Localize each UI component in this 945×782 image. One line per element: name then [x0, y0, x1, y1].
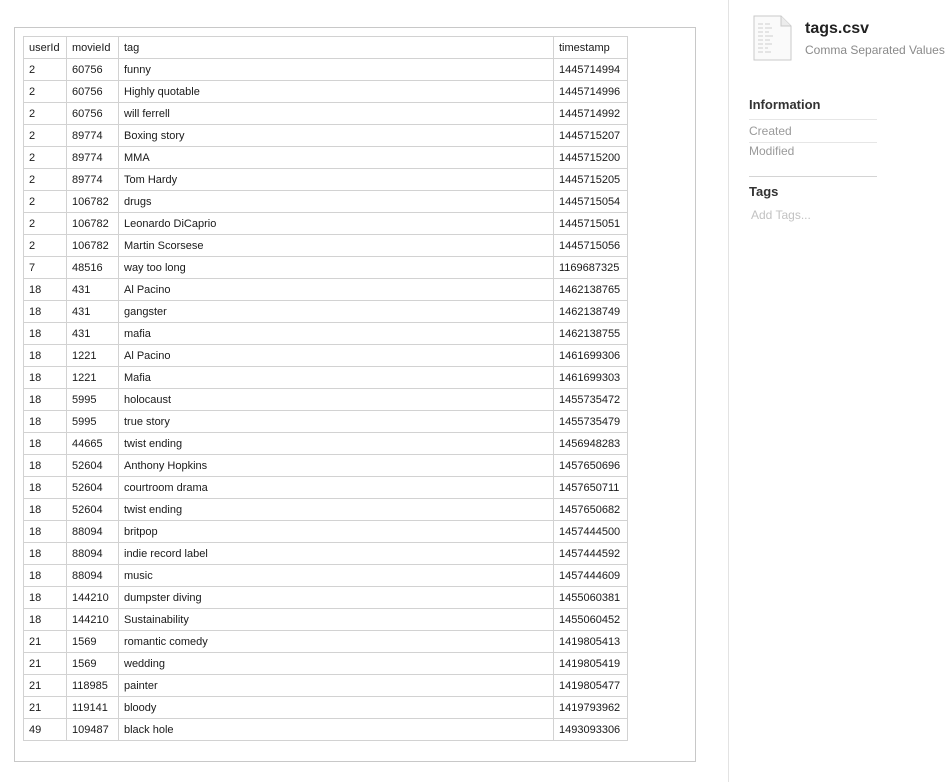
userid-cell: 7	[24, 257, 67, 279]
table-row	[24, 279, 628, 301]
table-row	[24, 257, 628, 279]
timestamp-cell: 1461699303	[554, 367, 628, 389]
tag-cell: twist ending	[119, 499, 554, 521]
timestamp-cell: 1445715054	[554, 191, 628, 213]
userid-cell: 2	[24, 59, 67, 81]
tag-cell: black hole	[119, 719, 554, 741]
table-row	[24, 653, 628, 675]
table-row	[24, 719, 628, 741]
userid-cell: 2	[24, 147, 67, 169]
movieid-cell: 88094	[67, 543, 119, 565]
movieid-cell: 119141	[67, 697, 119, 719]
userid-cell: 18	[24, 433, 67, 455]
movieid-cell: 5995	[67, 411, 119, 433]
tag-cell: twist ending	[119, 433, 554, 455]
csv-table	[23, 36, 628, 741]
timestamp-cell: 1419805477	[554, 675, 628, 697]
movieid-cell: 1569	[67, 631, 119, 653]
movieid-cell: 52604	[67, 499, 119, 521]
table-row	[24, 191, 628, 213]
userid-cell: 18	[24, 455, 67, 477]
table-row	[24, 543, 628, 565]
csv-preview-pane[interactable]	[14, 27, 696, 762]
tag-cell: gangster	[119, 301, 554, 323]
timestamp-cell: 1445714992	[554, 103, 628, 125]
userid-cell: 21	[24, 631, 67, 653]
tag-cell: MMA	[119, 147, 554, 169]
file-name: tags.csv	[805, 20, 870, 37]
userid-cell: 18	[24, 565, 67, 587]
timestamp-cell: 1445714994	[554, 59, 628, 81]
tag-cell: Al Pacino	[119, 345, 554, 367]
movieid-cell: 88094	[67, 565, 119, 587]
table-row	[24, 609, 628, 631]
table-row	[24, 81, 628, 103]
table-row	[24, 147, 628, 169]
tag-cell: Highly quotable	[119, 81, 554, 103]
timestamp-cell: 1457650682	[554, 499, 628, 521]
table-row	[24, 235, 628, 257]
table-row	[24, 455, 628, 477]
movieid-cell: 89774	[67, 147, 119, 169]
userid-cell: 2	[24, 235, 67, 257]
tag-cell: Boxing story	[119, 125, 554, 147]
userid-cell: 18	[24, 587, 67, 609]
tag-cell: bloody	[119, 697, 554, 719]
tag-cell: drugs	[119, 191, 554, 213]
movieid-cell: 1569	[67, 653, 119, 675]
tag-cell: Mafia	[119, 367, 554, 389]
table-row	[24, 345, 628, 367]
tag-cell: Al Pacino	[119, 279, 554, 301]
movieid-cell: 52604	[67, 455, 119, 477]
movieid-cell: 106782	[67, 235, 119, 257]
movieid-cell: 44665	[67, 433, 119, 455]
tag-cell: romantic comedy	[119, 631, 554, 653]
tag-cell: Sustainability	[119, 609, 554, 631]
table-row	[24, 125, 628, 147]
timestamp-cell: 1455060381	[554, 587, 628, 609]
movieid-cell: 60756	[67, 81, 119, 103]
information-divider	[749, 119, 877, 120]
timestamp-cell: 1457650696	[554, 455, 628, 477]
timestamp-cell: 1169687325	[554, 257, 628, 279]
userid-cell: 18	[24, 323, 67, 345]
userid-cell: 18	[24, 301, 67, 323]
table-row	[24, 433, 628, 455]
userid-cell: 21	[24, 675, 67, 697]
movieid-cell: 1221	[67, 345, 119, 367]
tag-cell: way too long	[119, 257, 554, 279]
userid-cell: 18	[24, 367, 67, 389]
movieid-cell: 48516	[67, 257, 119, 279]
timestamp-cell: 1462138749	[554, 301, 628, 323]
tag-cell: painter	[119, 675, 554, 697]
table-row	[24, 499, 628, 521]
movieid-cell: 5995	[67, 389, 119, 411]
tag-cell: Leonardo DiCaprio	[119, 213, 554, 235]
tags-section-title: Tags	[749, 184, 779, 199]
timestamp-cell: 1462138755	[554, 323, 628, 345]
table-row	[24, 169, 628, 191]
movieid-cell: 60756	[67, 103, 119, 125]
tag-cell: Anthony Hopkins	[119, 455, 554, 477]
table-row	[24, 631, 628, 653]
table-row	[24, 59, 628, 81]
table-row	[24, 477, 628, 499]
timestamp-cell: 1445715051	[554, 213, 628, 235]
information-section-title: Information	[749, 97, 821, 112]
movieid-cell: 144210	[67, 609, 119, 631]
tag-cell: Martin Scorsese	[119, 235, 554, 257]
movieid-cell: 106782	[67, 213, 119, 235]
userid-cell: 2	[24, 81, 67, 103]
timestamp-cell: 1462138765	[554, 279, 628, 301]
timestamp-cell: 1457650711	[554, 477, 628, 499]
userid-cell: 18	[24, 345, 67, 367]
movieid-cell: 89774	[67, 169, 119, 191]
tag-cell: funny	[119, 59, 554, 81]
movieid-cell: 52604	[67, 477, 119, 499]
movieid-cell: 1221	[67, 367, 119, 389]
userid-cell: 2	[24, 125, 67, 147]
table-row	[24, 301, 628, 323]
table-row	[24, 103, 628, 125]
table-row	[24, 675, 628, 697]
table-body	[24, 59, 628, 741]
movieid-cell: 118985	[67, 675, 119, 697]
userid-cell: 2	[24, 213, 67, 235]
userid-cell: 18	[24, 609, 67, 631]
modified-label: Modified	[749, 144, 795, 158]
timestamp-cell: 1419793962	[554, 697, 628, 719]
tag-cell: holocaust	[119, 389, 554, 411]
timestamp-cell: 1457444500	[554, 521, 628, 543]
table-row	[24, 213, 628, 235]
userid-cell: 2	[24, 169, 67, 191]
timestamp-cell: 1419805413	[554, 631, 628, 653]
userid-cell: 18	[24, 477, 67, 499]
table-row	[24, 323, 628, 345]
csv-document-icon	[750, 15, 794, 62]
userid-cell: 18	[24, 279, 67, 301]
tag-cell: britpop	[119, 521, 554, 543]
movieid-cell: 144210	[67, 587, 119, 609]
movieid-cell: 89774	[67, 125, 119, 147]
tag-cell: true story	[119, 411, 554, 433]
timestamp-cell: 1461699306	[554, 345, 628, 367]
table-header-row	[24, 37, 628, 59]
timestamp-cell: 1445715207	[554, 125, 628, 147]
userid-cell: 49	[24, 719, 67, 741]
timestamp-cell: 1455060452	[554, 609, 628, 631]
table-row	[24, 411, 628, 433]
userid-cell: 18	[24, 543, 67, 565]
userid-cell: 21	[24, 697, 67, 719]
table-row	[24, 521, 628, 543]
timestamp-cell: 1455735472	[554, 389, 628, 411]
inspector-sidebar	[729, 0, 945, 782]
movieid-cell: 60756	[67, 59, 119, 81]
tag-cell: dumpster diving	[119, 587, 554, 609]
column-header-userid: userId	[24, 37, 67, 59]
tag-cell: will ferrell	[119, 103, 554, 125]
userid-cell: 2	[24, 103, 67, 125]
timestamp-cell: 1456948283	[554, 433, 628, 455]
tag-cell: mafia	[119, 323, 554, 345]
movieid-cell: 109487	[67, 719, 119, 741]
tag-cell: Tom Hardy	[119, 169, 554, 191]
tag-cell: wedding	[119, 653, 554, 675]
created-divider	[749, 142, 877, 143]
table-row	[24, 367, 628, 389]
timestamp-cell: 1457444592	[554, 543, 628, 565]
userid-cell: 18	[24, 499, 67, 521]
timestamp-cell: 1493093306	[554, 719, 628, 741]
timestamp-cell: 1445715056	[554, 235, 628, 257]
section-divider	[749, 176, 877, 177]
timestamp-cell: 1455735479	[554, 411, 628, 433]
userid-cell: 2	[24, 191, 67, 213]
table-row	[24, 697, 628, 719]
movieid-cell: 106782	[67, 191, 119, 213]
timestamp-cell: 1445714996	[554, 81, 628, 103]
movieid-cell: 88094	[67, 521, 119, 543]
timestamp-cell: 1445715205	[554, 169, 628, 191]
table-row	[24, 565, 628, 587]
userid-cell: 18	[24, 411, 67, 433]
column-header-movieid: movieId	[67, 37, 119, 59]
table-row	[24, 389, 628, 411]
column-header-tag: tag	[119, 37, 554, 59]
tag-cell: music	[119, 565, 554, 587]
userid-cell: 18	[24, 521, 67, 543]
timestamp-cell: 1419805419	[554, 653, 628, 675]
movieid-cell: 431	[67, 279, 119, 301]
table-row	[24, 587, 628, 609]
file-kind: Comma Separated Values	[805, 43, 945, 57]
userid-cell: 18	[24, 389, 67, 411]
timestamp-cell: 1445715200	[554, 147, 628, 169]
tag-cell: courtroom drama	[119, 477, 554, 499]
userid-cell: 21	[24, 653, 67, 675]
movieid-cell: 431	[67, 323, 119, 345]
tag-cell: indie record label	[119, 543, 554, 565]
movieid-cell: 431	[67, 301, 119, 323]
column-header-timestamp: timestamp	[554, 37, 628, 59]
timestamp-cell: 1457444609	[554, 565, 628, 587]
add-tags-field[interactable]: Add Tags...	[751, 208, 811, 222]
created-label: Created	[749, 124, 792, 138]
